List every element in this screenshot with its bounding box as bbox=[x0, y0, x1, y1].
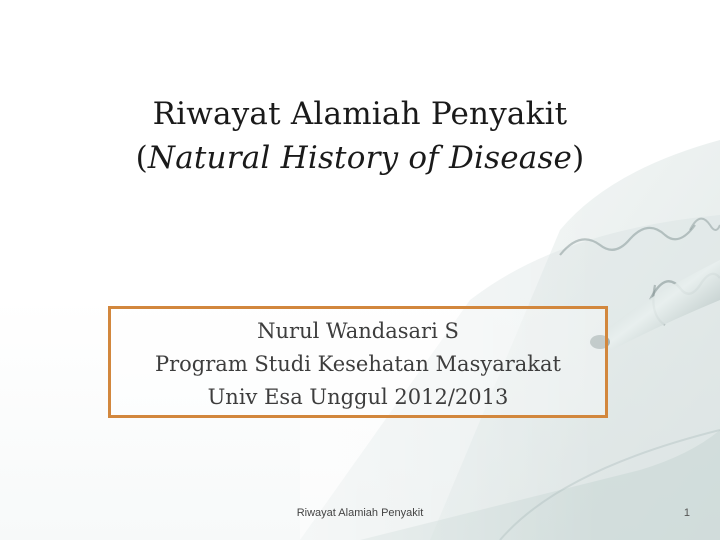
author-name: Nurul Wandasari S bbox=[257, 319, 459, 343]
program-name: Program Studi Kesehatan Masyarakat bbox=[155, 352, 561, 376]
title-english: Natural History of Disease bbox=[147, 140, 573, 176]
slide-footer: Riwayat Alamiah Penyakit bbox=[296, 507, 424, 519]
title-line-1: Riwayat Alamiah Penyakit bbox=[152, 96, 568, 132]
title-close-paren: ) bbox=[572, 140, 585, 176]
slide-title bbox=[60, 92, 660, 180]
slide-number: 1 bbox=[683, 507, 690, 519]
subtitle-box bbox=[108, 306, 608, 418]
title-open-paren: ( bbox=[135, 140, 148, 176]
institution-year: Univ Esa Unggul 2012/2013 bbox=[207, 385, 509, 409]
title-line-2 bbox=[60, 136, 660, 180]
subtitle-text bbox=[111, 309, 605, 414]
